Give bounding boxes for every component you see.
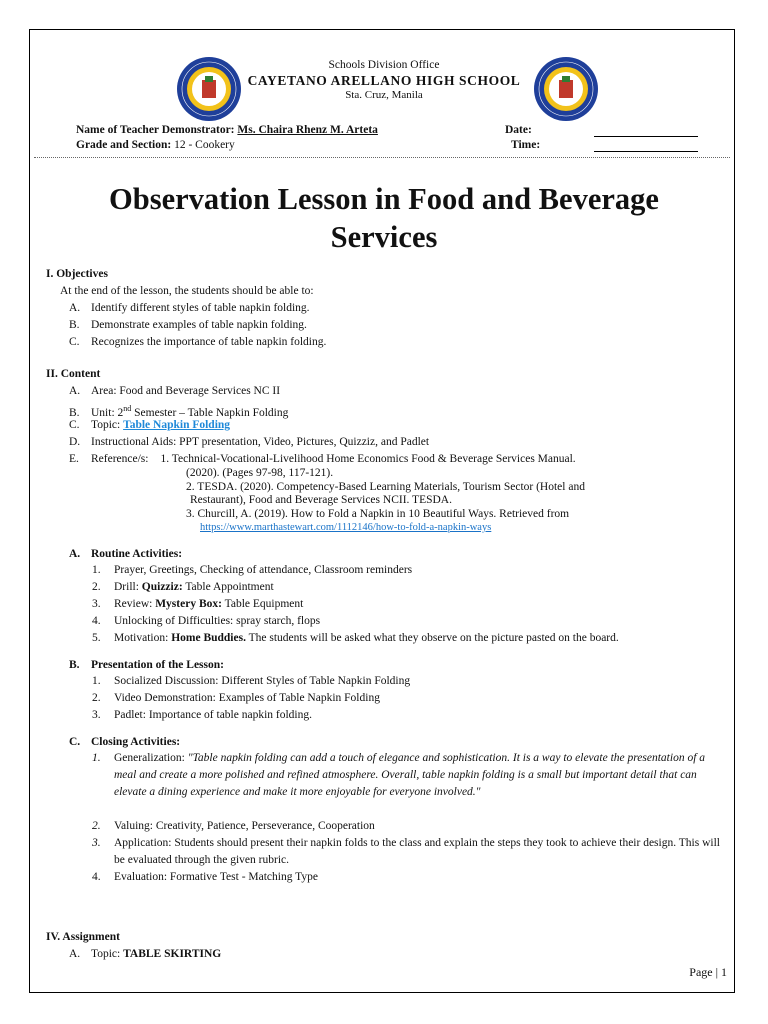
assignment-heading: IV. Assignment bbox=[46, 931, 120, 943]
reference-3: 3. Churcill, A. (2019). How to Fold a Napkin in 10 Beautiful Ways. Retrieved from bbox=[186, 508, 570, 520]
grade-value: 12 - Cookery bbox=[174, 139, 235, 151]
routine-item: 3. Review: Mystery Box: Table Equipment bbox=[92, 598, 304, 610]
routine-item: 4. Unlocking of Difficulties: spray starch, flops bbox=[92, 615, 321, 627]
routine-heading: A. Routine Activities: bbox=[69, 548, 183, 560]
objectives-intro: At the end of the lesson, the students should be able to: bbox=[60, 285, 314, 297]
valuing: Valuing: Creativity, Patience, Perseverance, Cooperation bbox=[114, 820, 375, 832]
time-label: Time: bbox=[511, 139, 541, 151]
closing-heading: C. Closing Activities: bbox=[69, 736, 181, 748]
closing-marker-2: 2. bbox=[92, 820, 101, 832]
grade-line: Grade and Section: 12 - Cookery bbox=[76, 139, 235, 151]
assignment-topic: A. Topic: TABLE SKIRTING bbox=[69, 948, 222, 960]
routine-item: 5. Motivation: Home Buddies. The students will be asked what they observe on the picture pasted on the board. bbox=[92, 632, 619, 644]
evaluation: Evaluation: Formative Test - Matching Type bbox=[114, 871, 318, 883]
routine-item: 2. Drill: Quizziz: Table Appointment bbox=[92, 581, 274, 593]
reference-1-cont: (2020). (Pages 97-98, 117-121). bbox=[186, 467, 334, 479]
reference-2-cont: Restaurant), Food and Beverage Services NCII. TESDA. bbox=[190, 494, 452, 506]
page-number: Page | 1 bbox=[689, 965, 727, 979]
content-unit: B. Unit: 2nd Semester – Table Napkin Folding bbox=[69, 404, 289, 419]
content-aids: D. Instructional Aids: PPT presentation, Video, Pictures, Quizziz, and Padlet bbox=[69, 436, 430, 448]
objective-item: A. Identify different styles of table napkin folding. bbox=[69, 302, 310, 314]
routine-item: 1. Prayer, Greetings, Checking of attendance, Classroom reminders bbox=[92, 564, 413, 576]
closing-marker-3: 3. bbox=[92, 837, 101, 849]
document-title: Observation Lesson in Food and Beverage Services bbox=[109, 182, 659, 254]
application: Application: Students should present their napkin folds to the class and explain the steps they took to achieve their design. This will be evaluated through the given rubric. bbox=[114, 837, 720, 866]
time-blank bbox=[594, 139, 698, 157]
date-label: Date: bbox=[505, 124, 532, 136]
teacher-line: Name of Teacher Demonstrator: Ms. Chaira Rhenz M. Arteta bbox=[76, 124, 378, 136]
header-divider bbox=[34, 157, 730, 158]
objectives-heading: I. Objectives bbox=[46, 268, 108, 280]
presentation-item: 1. Socialized Discussion: Different Styles of Table Napkin Folding bbox=[92, 675, 411, 687]
presentation-item: 3. Padlet: Importance of table napkin folding. bbox=[92, 709, 312, 721]
school-location: Sta. Cruz, Manila bbox=[345, 89, 423, 101]
generalization: Generalization: "Table napkin folding can add a touch of elegance and sophistication. It is a way to elevate the presentation of a meal and create a more polished and refined atmosphere. Overall, table napkin folding is a small but important detail that can elevate a dining experience and make it more enjoyable for everyone involved." bbox=[114, 752, 706, 798]
topic-link[interactable]: Table Napkin Folding bbox=[123, 419, 231, 431]
reference-2: 2. TESDA. (2020). Competency-Based Learning Materials, Tourism Sector (Hotel and bbox=[186, 481, 585, 493]
content-area: A. Area: Food and Beverage Services NC II bbox=[69, 385, 281, 397]
reference-3-link[interactable]: https://www.marthastewart.com/1112146/how-to-fold-a-napkin-ways bbox=[200, 522, 492, 533]
content-references: E. Reference/s: 1. Technical-Vocational-Livelihood Home Economics Food & Beverage Services Manual. bbox=[69, 453, 576, 465]
objective-item: C. Recognizes the importance of table napkin folding. bbox=[69, 336, 327, 348]
presentation-heading: B. Presentation of the Lesson: bbox=[69, 659, 224, 671]
school-name: CAYETANO ARELLANO HIGH SCHOOL bbox=[247, 73, 521, 88]
closing-marker-4: 4. bbox=[92, 871, 101, 883]
content-topic: C. Topic: Table Napkin Folding bbox=[69, 419, 231, 431]
content-heading: II. Content bbox=[46, 368, 101, 380]
closing-marker-1: 1. bbox=[92, 752, 101, 764]
presentation-item: 2. Video Demonstration: Examples of Table Napkin Folding bbox=[92, 692, 380, 704]
division-office: Schools Division Office bbox=[328, 59, 440, 71]
teacher-name: Ms. Chaira Rhenz M. Arteta bbox=[237, 124, 378, 136]
objective-item: B. Demonstrate examples of table napkin folding. bbox=[69, 319, 307, 331]
